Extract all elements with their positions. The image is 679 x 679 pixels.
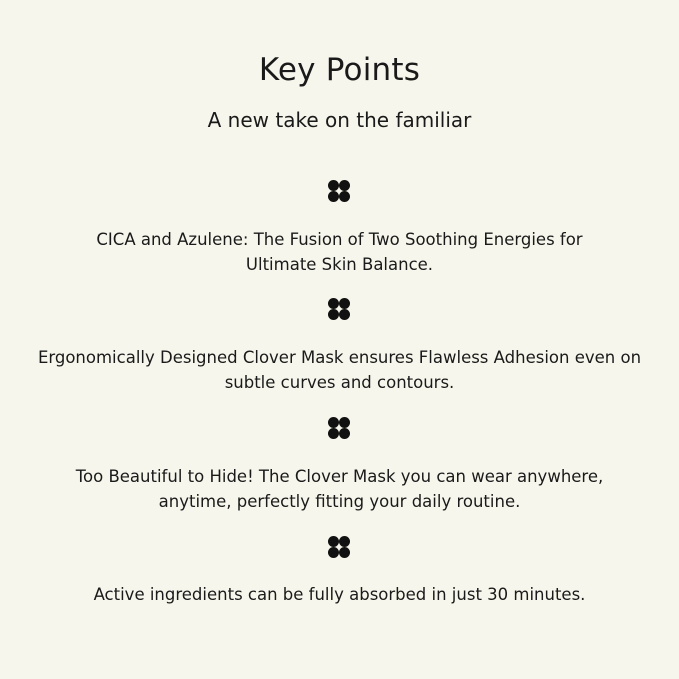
key-point-item	[20, 582, 659, 607]
key-point-line: CICA and Azulene: The Fusion of Two Soothing Energies for	[96, 230, 583, 249]
key-point-line: Ergonomically Designed Clover Mask ensures Flawless Adhesion even on	[37, 348, 642, 367]
key-point-line: Ultimate Skin Balance.	[245, 255, 434, 274]
clover-icon	[327, 179, 351, 203]
key-point-line: Too Beautiful to Hide! The Clover Mask you can wear anywhere,	[75, 467, 604, 486]
clover-icon	[327, 535, 351, 559]
key-point-item	[20, 464, 659, 514]
clover-icon	[327, 416, 351, 440]
key-point-line: Active ingredients can be fully absorbed in just 30 minutes.	[93, 585, 586, 604]
page-subtitle: A new take on the familiar	[207, 108, 472, 132]
key-point-line: subtle curves and contours.	[224, 373, 455, 392]
key-point-item	[20, 227, 659, 277]
key-point-item	[20, 345, 659, 395]
clover-icon	[327, 297, 351, 321]
page-title: Key Points	[258, 52, 421, 88]
key-point-line: anytime, perfectly fitting your daily routine.	[158, 492, 521, 511]
